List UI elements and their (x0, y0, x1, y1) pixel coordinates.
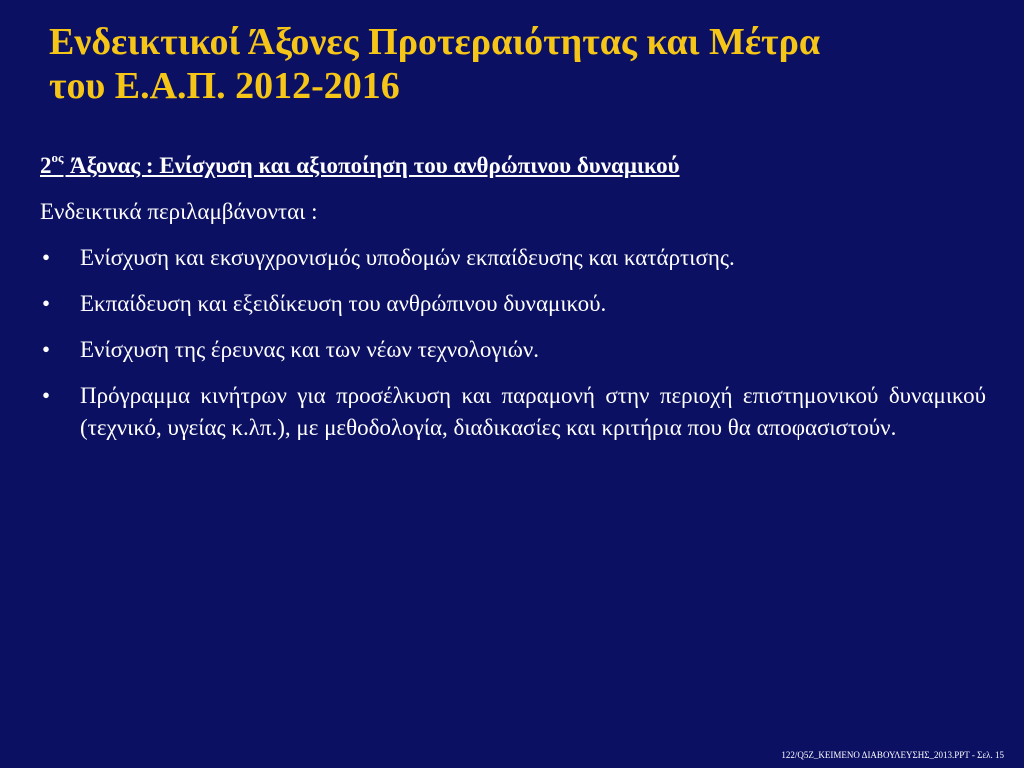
bullet-icon: • (42, 245, 51, 270)
intro-text: Ενδεικτικά περιλαμβάνονται : (40, 199, 318, 224)
section-number: 2 (40, 153, 52, 178)
bullet-item (40, 242, 986, 274)
bullet-icon: • (42, 383, 51, 408)
slide-title (49, 20, 989, 108)
bullet-item (40, 288, 986, 320)
slide-title-line-2: του Ε.Α.Π. 2012-2016 (49, 65, 400, 107)
bullet-text: Εκπαίδευση και εξειδίκευση του ανθρώπινου δυναμικού. (80, 291, 607, 316)
slide-title-line-1: Ενδεικτικοί Άξονες Προτεραιότητας και Μέτρα (49, 21, 821, 63)
bullet-icon: • (42, 337, 51, 362)
slide-footer: 122/Q5Z_ΚΕΙΜΕΝΟ ΔΙΑΒΟΥΛΕΥΣΗΣ_2013.PPT - Σελ. 15 (781, 750, 1004, 760)
bullet-icon: • (42, 291, 51, 316)
section-ordinal-suffix: ος (51, 150, 64, 166)
section-heading-text: Άξονας : Ενίσχυση και αξιοποίηση του ανθρώπινου δυναμικού (69, 153, 680, 178)
bullet-text: Ενίσχυση και εκσυγχρονισμός υποδομών εκπαίδευσης και κατάρτισης. (80, 245, 735, 270)
slide-content (40, 150, 986, 458)
bullet-item (40, 380, 986, 444)
bullet-text: Πρόγραμμα κινήτρων για προσέλκυση και παραμονή στην περιοχή επιστημονικού δυναμικού (τεχνικό, υγείας κ.λπ.), με μεθοδολογία, διαδικασίες και κριτήρια που θα αποφασιστούν. (80, 383, 986, 440)
bullet-list (40, 242, 986, 444)
bullet-item (40, 334, 986, 366)
section-heading (40, 150, 986, 182)
bullet-text: Ενίσχυση της έρευνας και των νέων τεχνολογιών. (80, 337, 539, 362)
